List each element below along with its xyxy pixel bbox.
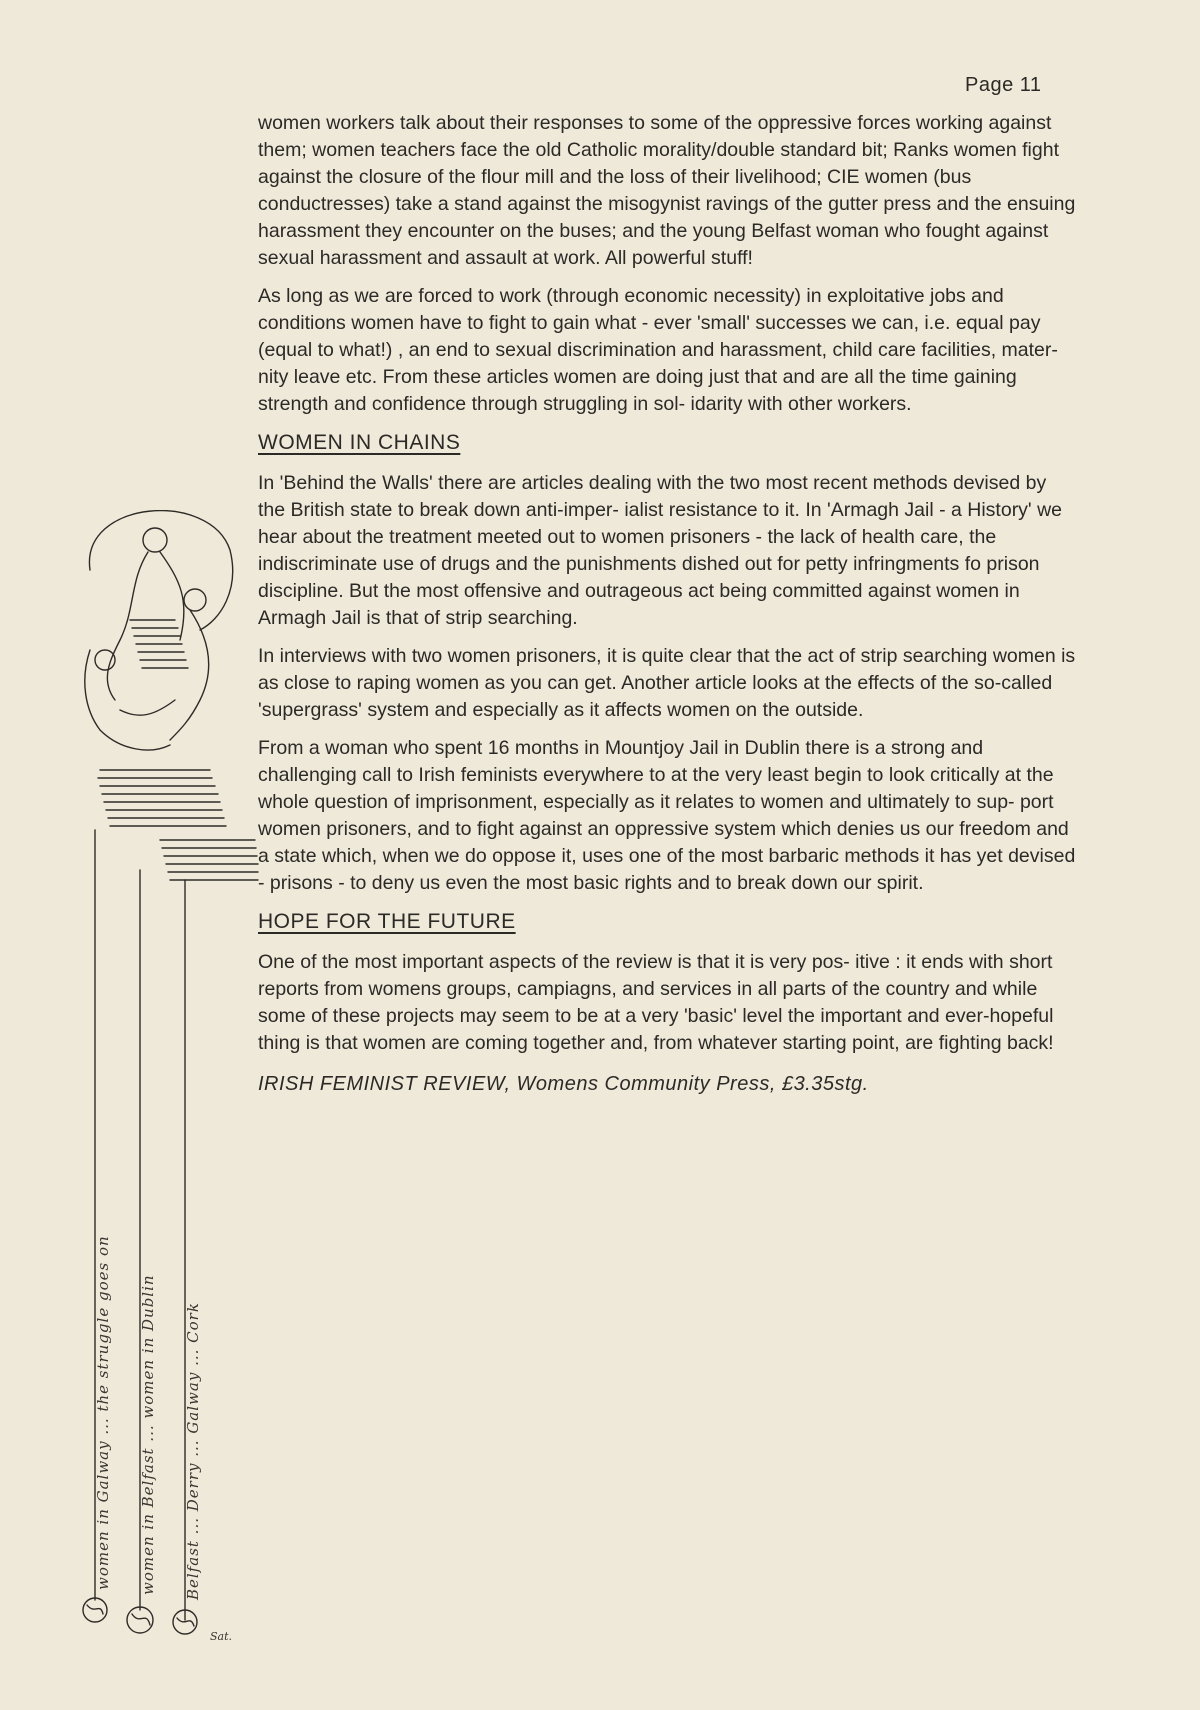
article-body (258, 110, 1078, 1098)
knot-motif-1 (83, 1598, 107, 1622)
figure-body (107, 552, 148, 700)
illustration-drawing (60, 510, 260, 1650)
paragraph-hope-1: One of the most important aspects of the review is that it is very pos- itive : it ends with short reports from womens groups, campiagns, and services in all parts of the country and while some of these projects may seem to be at a very 'basic' level the important and ever-hopeful thing is that women are coming together and, from whatever starting point, are fighting back! (258, 951, 1054, 1054)
paragraph-intro-1: women workers talk about their responses to some of the oppressive forces working against them; women teachers face the old Catholic morality/double standard bit; Ranks women fight against the closure of the flour mill and the loss of their livelihood; CIE women (bus conductresses) take a stand against the misogynist ravings of the gutter press and the ensuing harassment they encounter on the buses; and the young Belfast woman who fought against sexual harassment and assault at work. All powerful stuff! (258, 112, 1076, 269)
margin-illustration (60, 510, 260, 1650)
margin-script-1: women in Galway ... the struggle goes on (94, 1235, 112, 1590)
heading-women-in-chains: WOMEN IN CHAINS (258, 431, 461, 454)
knot-motif-2 (127, 1607, 153, 1633)
margin-script-3: Belfast ... Derry ... Galway ... Cork (184, 1302, 202, 1600)
review-byline: IRISH FEMINIST REVIEW, Womens Community Press, £3.35stg. (258, 1073, 869, 1095)
paragraph-intro-2: As long as we are forced to work (through economic necessity) in exploitative jobs and conditions women have to fight to gain what - ever 'small' successes we can, i.e. equal pay (equal to what!) , an end to sexual discrimination and harassment, child care facilities, mater- nity leave etc. From these articles women are doing just that and are all the time gaining strength and confidence through struggling in sol- idarity with other workers. (258, 285, 1058, 415)
paragraph-chains-3: From a woman who spent 16 months in Mountjoy Jail in Dublin there is a strong and challenging call to Irish feminists everywhere to at the very least begin to look critically at the whole question of imprisonment, especially as it relates to women and ultimately to sup- port women prisoners, and to fight against an oppressive system which denies us our freedom and a state which, when we do oppose it, uses one of the most barbaric methods it has yet devised - prisons - to deny us even the most basic rights and to break down our spirit. (258, 737, 1076, 894)
paragraph-chains-2: In interviews with two women prisoners, it is quite clear that the act of strip searching women is as close to raping women as you can get. Another article looks at the effects of the so-called 'supergrass' system and especially as it affects women on the outside. (258, 645, 1076, 721)
figure-head (143, 528, 167, 552)
halo-arc (89, 511, 232, 630)
paragraph-chains-1: In 'Behind the Walls' there are articles dealing with the two most recent methods devised by the British state to break down anti-imper- ialist resistance to it. In 'Armagh Jail - a History' we hear about the treatment meeted out to women prisoners - the lack of health care, the indiscriminate use of drugs and the punishments dished out for petty infringments fo prison discipline. But the most offensive and outrageous act being committed against women in Armagh Jail is that of strip searching. (258, 472, 1063, 629)
hatching-block (98, 620, 258, 880)
heading-hope-for-the-future: HOPE FOR THE FUTURE (258, 910, 516, 933)
page-number: Page 11 (965, 74, 1042, 96)
artist-signature: Sat. (210, 1630, 233, 1643)
margin-script-2: women in Belfast ... women in Dublin (139, 1274, 157, 1595)
